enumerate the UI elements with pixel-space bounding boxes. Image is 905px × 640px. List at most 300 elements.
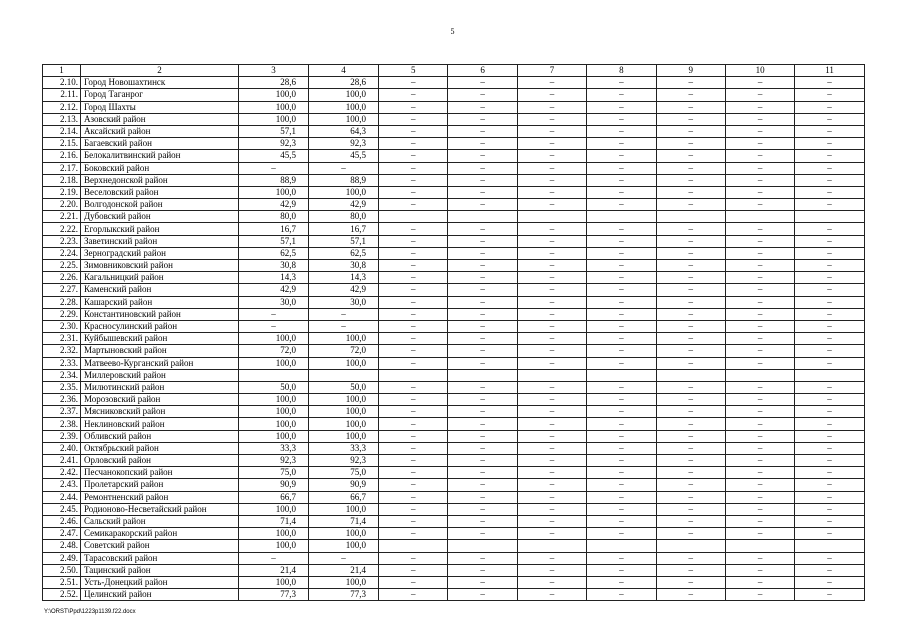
value-cell: –: [795, 467, 864, 479]
territory-name-cell: Веселовский район: [81, 186, 239, 198]
value-cell: –: [517, 150, 586, 162]
value-cell: 28,6: [309, 77, 379, 89]
table-row: [43, 491, 865, 503]
territory-name-cell: Милютинский район: [81, 381, 239, 393]
table-row: [43, 186, 865, 198]
value-cell: –: [656, 260, 725, 272]
value-cell: –: [379, 186, 448, 198]
territory-name-cell: Волгодонской район: [81, 199, 239, 211]
value-cell: –: [725, 260, 794, 272]
value-cell: –: [517, 284, 586, 296]
table-row: [43, 150, 865, 162]
table-row: [43, 381, 865, 393]
value-cell: –: [379, 442, 448, 454]
value-cell: [448, 540, 517, 552]
value-cell: –: [587, 552, 656, 564]
value-cell: –: [656, 406, 725, 418]
value-cell: –: [379, 357, 448, 369]
value-cell: –: [379, 406, 448, 418]
territory-name-cell: Советский район: [81, 540, 239, 552]
value-cell: –: [656, 284, 725, 296]
territory-name-cell: Пролетарский район: [81, 479, 239, 491]
value-cell: –: [379, 260, 448, 272]
value-cell: –: [448, 260, 517, 272]
territory-name-cell: Мясниковский район: [81, 406, 239, 418]
value-cell: 100,0: [309, 418, 379, 430]
value-cell: –: [517, 552, 586, 564]
value-cell: 100,0: [309, 113, 379, 125]
territory-name-cell: Сальский район: [81, 515, 239, 527]
territory-name-cell: Багаевский район: [81, 138, 239, 150]
value-cell: –: [587, 138, 656, 150]
value-cell: –: [587, 247, 656, 259]
value-cell: –: [379, 272, 448, 284]
value-cell: –: [448, 430, 517, 442]
row-number-cell: 2.52.: [43, 589, 81, 601]
value-cell: 62,5: [309, 247, 379, 259]
value-cell: 100,0: [239, 186, 309, 198]
value-cell: –: [239, 162, 309, 174]
value-cell: –: [795, 223, 864, 235]
value-cell: –: [656, 89, 725, 101]
value-cell: –: [656, 442, 725, 454]
row-number-cell: 2.27.: [43, 284, 81, 296]
value-cell: –: [587, 174, 656, 186]
value-cell: [656, 369, 725, 381]
value-cell: 77,3: [239, 589, 309, 601]
row-number-cell: 2.41.: [43, 455, 81, 467]
territory-name-cell: Тацинский район: [81, 564, 239, 576]
value-cell: –: [795, 357, 864, 369]
value-cell: –: [448, 247, 517, 259]
value-cell: –: [448, 89, 517, 101]
value-cell: –: [379, 101, 448, 113]
value-cell: 100,0: [239, 333, 309, 345]
value-cell: –: [795, 284, 864, 296]
value-cell: –: [379, 467, 448, 479]
value-cell: [725, 369, 794, 381]
value-cell: –: [517, 296, 586, 308]
value-cell: –: [448, 418, 517, 430]
value-cell: 75,0: [239, 467, 309, 479]
table-row: [43, 138, 865, 150]
value-cell: –: [795, 552, 864, 564]
row-number-cell: 2.12.: [43, 101, 81, 113]
territory-name-cell: Кашарский район: [81, 296, 239, 308]
territory-name-cell: Песчанокопский район: [81, 467, 239, 479]
value-cell: [587, 369, 656, 381]
value-cell: –: [725, 564, 794, 576]
value-cell: 28,6: [239, 77, 309, 89]
value-cell: –: [795, 479, 864, 491]
column-header: 6: [448, 65, 517, 77]
row-number-cell: 2.32.: [43, 345, 81, 357]
row-number-cell: 2.34.: [43, 369, 81, 381]
column-header: 1: [43, 65, 81, 77]
value-cell: –: [448, 491, 517, 503]
value-cell: –: [379, 333, 448, 345]
value-cell: –: [379, 528, 448, 540]
value-cell: 66,7: [309, 491, 379, 503]
value-cell: –: [517, 528, 586, 540]
row-number-cell: 2.17.: [43, 162, 81, 174]
value-cell: –: [448, 552, 517, 564]
value-cell: –: [725, 284, 794, 296]
value-cell: 30,8: [309, 260, 379, 272]
table-row: [43, 284, 865, 296]
territory-name-cell: Дубовский район: [81, 211, 239, 223]
territory-name-cell: Матвеево-Курганский район: [81, 357, 239, 369]
value-cell: 100,0: [239, 430, 309, 442]
table-row: [43, 515, 865, 527]
value-cell: –: [517, 101, 586, 113]
value-cell: –: [725, 491, 794, 503]
territory-name-cell: Куйбышевский район: [81, 333, 239, 345]
value-cell: –: [517, 455, 586, 467]
value-cell: 80,0: [309, 211, 379, 223]
row-number-cell: 2.44.: [43, 491, 81, 503]
territory-name-cell: Семикаракорский район: [81, 528, 239, 540]
value-cell: –: [379, 394, 448, 406]
row-number-cell: 2.13.: [43, 113, 81, 125]
value-cell: –: [517, 357, 586, 369]
value-cell: –: [517, 381, 586, 393]
row-number-cell: 2.33.: [43, 357, 81, 369]
value-cell: –: [448, 162, 517, 174]
column-header: 3: [239, 65, 309, 77]
value-cell: –: [448, 101, 517, 113]
table-row: [43, 296, 865, 308]
value-cell: 57,1: [239, 235, 309, 247]
value-cell: 100,0: [239, 540, 309, 552]
value-cell: –: [517, 308, 586, 320]
value-cell: 16,7: [309, 223, 379, 235]
value-cell: 30,0: [309, 296, 379, 308]
territory-name-cell: Боковский район: [81, 162, 239, 174]
value-cell: 30,8: [239, 260, 309, 272]
value-cell: –: [656, 235, 725, 247]
value-cell: –: [587, 235, 656, 247]
value-cell: –: [725, 125, 794, 137]
value-cell: –: [587, 381, 656, 393]
table-row: [43, 247, 865, 259]
value-cell: –: [725, 223, 794, 235]
value-cell: –: [725, 247, 794, 259]
column-header: 8: [587, 65, 656, 77]
value-cell: –: [795, 406, 864, 418]
value-cell: –: [379, 235, 448, 247]
value-cell: –: [725, 333, 794, 345]
value-cell: –: [656, 430, 725, 442]
value-cell: –: [656, 320, 725, 332]
value-cell: –: [448, 272, 517, 284]
table-row: [43, 199, 865, 211]
value-cell: –: [517, 113, 586, 125]
row-number-cell: 2.42.: [43, 467, 81, 479]
value-cell: 30,0: [239, 296, 309, 308]
row-number-cell: 2.22.: [43, 223, 81, 235]
value-cell: –: [656, 333, 725, 345]
value-cell: 92,3: [239, 455, 309, 467]
value-cell: –: [795, 260, 864, 272]
value-cell: –: [656, 515, 725, 527]
value-cell: –: [587, 260, 656, 272]
value-cell: –: [448, 174, 517, 186]
value-cell: –: [517, 235, 586, 247]
value-cell: –: [587, 77, 656, 89]
row-number-cell: 2.37.: [43, 406, 81, 418]
value-cell: –: [725, 308, 794, 320]
value-cell: –: [656, 479, 725, 491]
value-cell: –: [587, 101, 656, 113]
value-cell: [239, 369, 309, 381]
value-cell: 100,0: [309, 503, 379, 515]
value-cell: –: [448, 357, 517, 369]
value-cell: –: [448, 589, 517, 601]
territory-name-cell: Неклиновский район: [81, 418, 239, 430]
value-cell: 57,1: [309, 235, 379, 247]
row-number-cell: 2.14.: [43, 125, 81, 137]
value-cell: –: [587, 576, 656, 588]
value-cell: –: [656, 138, 725, 150]
value-cell: –: [725, 138, 794, 150]
value-cell: –: [517, 260, 586, 272]
table-row: [43, 308, 865, 320]
value-cell: 100,0: [239, 503, 309, 515]
value-cell: –: [517, 162, 586, 174]
territory-name-cell: Кагальницкий район: [81, 272, 239, 284]
value-cell: –: [379, 515, 448, 527]
value-cell: [795, 540, 864, 552]
territory-name-cell: Мартыновский район: [81, 345, 239, 357]
value-cell: –: [379, 455, 448, 467]
value-cell: [725, 540, 794, 552]
value-cell: –: [725, 418, 794, 430]
row-number-cell: 2.38.: [43, 418, 81, 430]
value-cell: –: [725, 576, 794, 588]
territory-name-cell: Егорлыкский район: [81, 223, 239, 235]
value-cell: –: [587, 125, 656, 137]
value-cell: –: [656, 576, 725, 588]
value-cell: –: [448, 467, 517, 479]
value-cell: 100,0: [239, 576, 309, 588]
value-cell: –: [795, 345, 864, 357]
value-cell: –: [517, 406, 586, 418]
value-cell: –: [795, 77, 864, 89]
value-cell: –: [379, 430, 448, 442]
value-cell: 72,0: [239, 345, 309, 357]
value-cell: 100,0: [309, 394, 379, 406]
table-row: [43, 467, 865, 479]
table-row: [43, 174, 865, 186]
value-cell: –: [379, 150, 448, 162]
value-cell: –: [517, 247, 586, 259]
value-cell: –: [587, 284, 656, 296]
value-cell: –: [656, 381, 725, 393]
territory-name-cell: Ремонтненский район: [81, 491, 239, 503]
territory-name-cell: Обливский район: [81, 430, 239, 442]
value-cell: 100,0: [309, 528, 379, 540]
value-cell: –: [379, 418, 448, 430]
value-cell: –: [795, 381, 864, 393]
table-row: [43, 272, 865, 284]
value-cell: –: [379, 162, 448, 174]
value-cell: –: [587, 394, 656, 406]
territory-name-cell: Константиновский район: [81, 308, 239, 320]
value-cell: –: [517, 503, 586, 515]
value-cell: –: [795, 125, 864, 137]
value-cell: –: [656, 101, 725, 113]
value-cell: 100,0: [309, 101, 379, 113]
row-number-cell: 2.20.: [43, 199, 81, 211]
table-row: [43, 442, 865, 454]
territory-name-cell: Миллеровский район: [81, 369, 239, 381]
value-cell: –: [795, 528, 864, 540]
value-cell: 50,0: [239, 381, 309, 393]
value-cell: –: [725, 528, 794, 540]
value-cell: –: [448, 186, 517, 198]
value-cell: [587, 211, 656, 223]
row-number-cell: 2.30.: [43, 320, 81, 332]
value-cell: 16,7: [239, 223, 309, 235]
value-cell: 100,0: [309, 186, 379, 198]
value-cell: –: [795, 589, 864, 601]
row-number-cell: 2.26.: [43, 272, 81, 284]
value-cell: –: [656, 150, 725, 162]
value-cell: –: [656, 491, 725, 503]
value-cell: –: [517, 223, 586, 235]
row-number-cell: 2.24.: [43, 247, 81, 259]
value-cell: 42,9: [239, 199, 309, 211]
value-cell: 64,3: [309, 125, 379, 137]
value-cell: –: [587, 199, 656, 211]
value-cell: –: [656, 418, 725, 430]
value-cell: –: [725, 235, 794, 247]
value-cell: 92,3: [239, 138, 309, 150]
value-cell: –: [379, 284, 448, 296]
value-cell: 92,3: [309, 138, 379, 150]
table-row: [43, 503, 865, 515]
value-cell: –: [309, 308, 379, 320]
row-number-cell: 2.28.: [43, 296, 81, 308]
value-cell: [587, 540, 656, 552]
value-cell: 100,0: [309, 406, 379, 418]
value-cell: –: [448, 235, 517, 247]
value-cell: –: [725, 515, 794, 527]
value-cell: [517, 540, 586, 552]
value-cell: –: [517, 442, 586, 454]
value-cell: –: [587, 467, 656, 479]
row-number-cell: 2.40.: [43, 442, 81, 454]
value-cell: –: [795, 394, 864, 406]
column-header: 7: [517, 65, 586, 77]
value-cell: –: [379, 491, 448, 503]
value-cell: –: [587, 528, 656, 540]
row-number-cell: 2.45.: [43, 503, 81, 515]
value-cell: –: [587, 442, 656, 454]
value-cell: –: [517, 345, 586, 357]
value-cell: –: [795, 515, 864, 527]
value-cell: –: [448, 381, 517, 393]
value-cell: –: [448, 320, 517, 332]
value-cell: –: [656, 199, 725, 211]
value-cell: –: [379, 552, 448, 564]
value-cell: –: [239, 320, 309, 332]
value-cell: 92,3: [309, 455, 379, 467]
value-cell: –: [725, 357, 794, 369]
territory-name-cell: Город Шахты: [81, 101, 239, 113]
value-cell: –: [656, 162, 725, 174]
table-row: [43, 430, 865, 442]
value-cell: 21,4: [309, 564, 379, 576]
value-cell: 100,0: [239, 406, 309, 418]
row-number-cell: 2.35.: [43, 381, 81, 393]
territory-name-cell: Азовский район: [81, 113, 239, 125]
table-row: [43, 552, 865, 564]
value-cell: –: [448, 150, 517, 162]
value-cell: –: [725, 455, 794, 467]
value-cell: –: [587, 333, 656, 345]
value-cell: –: [448, 503, 517, 515]
row-number-cell: 2.50.: [43, 564, 81, 576]
value-cell: [379, 540, 448, 552]
value-cell: –: [795, 308, 864, 320]
page-number: 5: [450, 27, 455, 36]
value-cell: 100,0: [309, 89, 379, 101]
value-cell: –: [309, 320, 379, 332]
value-cell: –: [656, 394, 725, 406]
value-cell: –: [379, 503, 448, 515]
value-cell: 72,0: [309, 345, 379, 357]
row-number-cell: 2.46.: [43, 515, 81, 527]
value-cell: –: [587, 150, 656, 162]
value-cell: –: [587, 406, 656, 418]
value-cell: –: [517, 394, 586, 406]
table-row: [43, 125, 865, 137]
value-cell: –: [795, 162, 864, 174]
value-cell: –: [795, 272, 864, 284]
table-row: [43, 113, 865, 125]
value-cell: –: [725, 320, 794, 332]
value-cell: –: [725, 552, 794, 564]
value-cell: –: [379, 138, 448, 150]
value-cell: –: [379, 320, 448, 332]
column-header: 11: [795, 65, 864, 77]
row-number-cell: 2.47.: [43, 528, 81, 540]
value-cell: –: [656, 296, 725, 308]
row-number-cell: 2.51.: [43, 576, 81, 588]
value-cell: –: [725, 89, 794, 101]
value-cell: –: [587, 345, 656, 357]
value-cell: –: [725, 272, 794, 284]
value-cell: –: [517, 589, 586, 601]
value-cell: –: [656, 589, 725, 601]
value-cell: –: [795, 491, 864, 503]
value-cell: –: [587, 186, 656, 198]
row-number-cell: 2.36.: [43, 394, 81, 406]
row-number-cell: 2.31.: [43, 333, 81, 345]
value-cell: –: [448, 333, 517, 345]
value-cell: –: [379, 89, 448, 101]
table-row: [43, 320, 865, 332]
value-cell: –: [725, 406, 794, 418]
value-cell: –: [517, 333, 586, 345]
value-cell: –: [795, 247, 864, 259]
value-cell: –: [448, 77, 517, 89]
value-cell: –: [795, 89, 864, 101]
value-cell: 100,0: [309, 357, 379, 369]
value-cell: –: [795, 138, 864, 150]
